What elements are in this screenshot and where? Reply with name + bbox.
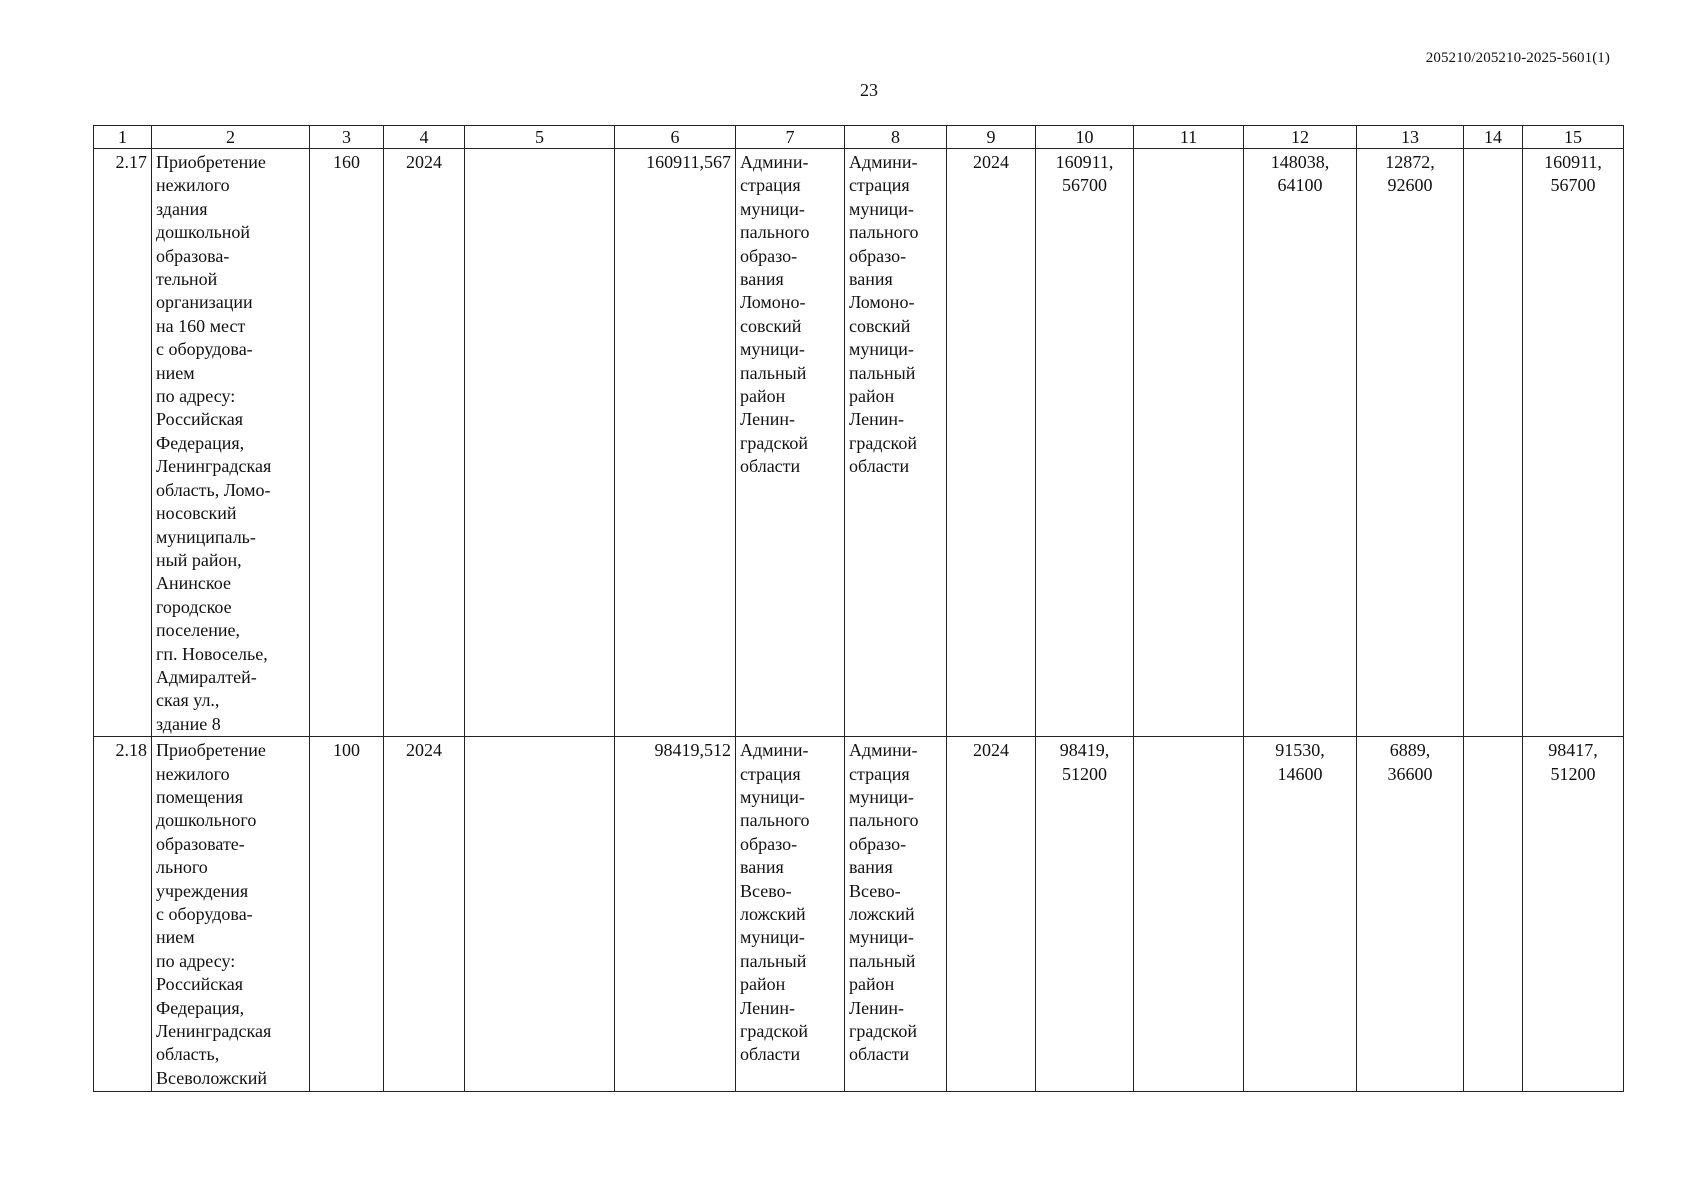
page-number: 23 xyxy=(860,80,878,100)
header-cell: 7 xyxy=(736,126,845,149)
header-cell: 12 xyxy=(1244,126,1357,149)
cell-customer: Админи- страция муници- пального образо- вания Всево- ложский муници- пальный район Ленин- градской области xyxy=(736,737,845,1092)
header-cell: 2 xyxy=(152,126,310,149)
header-cell: 1 xyxy=(94,126,152,149)
cell-year-2: 2024 xyxy=(947,149,1036,737)
header-cell: 13 xyxy=(1357,126,1464,149)
header-cell: 10 xyxy=(1036,126,1134,149)
row-number-cell: 2.18 xyxy=(94,737,152,1092)
header-cell: 8 xyxy=(845,126,947,149)
cell-col13: 12872, 92600 xyxy=(1357,149,1464,737)
cell-total: 160911, 56700 xyxy=(1036,149,1134,737)
cell-col14 xyxy=(1464,149,1523,737)
header-cell: 11 xyxy=(1134,126,1244,149)
cell-col5 xyxy=(465,737,615,1092)
table-header-row xyxy=(94,126,1624,149)
cell-col14 xyxy=(1464,737,1523,1092)
header-cell: 5 xyxy=(465,126,615,149)
cell-col13: 6889, 36600 xyxy=(1357,737,1464,1092)
cell-col5 xyxy=(465,149,615,737)
table-row xyxy=(94,737,1624,1092)
cell-year: 2024 xyxy=(384,737,465,1092)
table-row xyxy=(94,149,1624,737)
row-number-cell: 2.17 xyxy=(94,149,152,737)
object-name-cell: Приобретение нежилого здания дошкольной образова- тельной организации на 160 мест с оборудова- нием по адресу: Российская Федерация, Ленинградская область, Ломо- носовский муниципаль- ный район, Анинское городское поселение, гп. Новоселье, Адмиралтей- ская ул., здание 8 xyxy=(152,149,310,737)
cell-col15: 98417, 51200 xyxy=(1523,737,1624,1092)
header-cell: 14 xyxy=(1464,126,1523,149)
cell-col12: 148038, 64100 xyxy=(1244,149,1357,737)
header-cell: 4 xyxy=(384,126,465,149)
data-table xyxy=(93,125,1624,1092)
cell-cost: 98419,512 xyxy=(615,737,736,1092)
header-cell: 3 xyxy=(310,126,384,149)
cell-col15: 160911, 56700 xyxy=(1523,149,1624,737)
document-id: 205210/205210-2025-5601(1) xyxy=(1425,50,1610,66)
cell-year: 2024 xyxy=(384,149,465,737)
cell-col12: 91530, 14600 xyxy=(1244,737,1357,1092)
cell-cost: 160911,567 xyxy=(615,149,736,737)
cell-capacity: 100 xyxy=(310,737,384,1092)
cell-customer: Админи- страция муници- пального образо- вания Ломоно- совский муници- пальный район Ленин- градской области xyxy=(736,149,845,737)
object-name-cell: Приобретение нежилого помещения дошкольного образовате- льного учреждения с оборудова- нием по адресу: Российская Федерация, Ленинградская область, Всеволожский xyxy=(152,737,310,1092)
cell-total: 98419, 51200 xyxy=(1036,737,1134,1092)
header-cell: 9 xyxy=(947,126,1036,149)
header-cell: 15 xyxy=(1523,126,1624,149)
header-cell: 6 xyxy=(615,126,736,149)
cell-executor: Админи- страция муници- пального образо- вания Всево- ложский муници- пальный район Ленин- градской области xyxy=(845,737,947,1092)
cell-col11 xyxy=(1134,149,1244,737)
cell-col11 xyxy=(1134,737,1244,1092)
cell-executor: Админи- страция муници- пального образо- вания Ломоно- совский муници- пальный район Ленин- градской области xyxy=(845,149,947,737)
cell-year-2: 2024 xyxy=(947,737,1036,1092)
cell-capacity: 160 xyxy=(310,149,384,737)
